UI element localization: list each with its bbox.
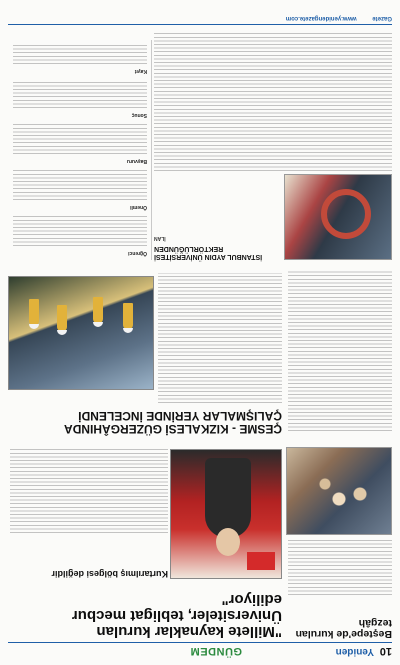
- schedule-row-body: [13, 216, 147, 246]
- main-pull-quote: Kurtarılmış bölgesi değildir: [51, 569, 168, 579]
- left-story-body: [288, 539, 392, 595]
- schedule-row: Öğrenci: [128, 250, 147, 256]
- schedule-row-body: [13, 124, 147, 154]
- page-number: 10: [379, 645, 392, 657]
- schedule-row: Önemli: [130, 204, 147, 210]
- schedule-box: [9, 40, 152, 260]
- notice-body: [154, 31, 392, 171]
- schedule-row-body: [13, 80, 147, 108]
- main-story-photo: [170, 449, 282, 579]
- schedule-row-body: [13, 170, 147, 200]
- schedule-row-body: [13, 44, 147, 64]
- schedule-row: Başvuru: [126, 158, 147, 164]
- footer-left: Gazete: [372, 15, 392, 21]
- page-footer: [8, 15, 392, 25]
- notice-subtitle: İLAN: [154, 235, 166, 241]
- memorial-photo: [284, 174, 392, 260]
- mid-story-photo: [8, 276, 154, 390]
- main-story-body-right: [10, 449, 168, 533]
- left-story-photo: [286, 447, 392, 535]
- mid-story-headline: ÇESME - KIZKALESİ GÜZERGÂHINDA ÇALIŞMALAR YERİNDE İNCELENDİ: [64, 409, 282, 436]
- mid-story-body: [158, 273, 282, 403]
- left-column-body: [288, 271, 392, 431]
- notice-title: İSTANBUL AYDIN ÜNİVERSİTESİ REKTÖRLÜĞÜNDEN: [154, 245, 263, 260]
- footer-right: www.yenidengazete.com: [285, 15, 357, 21]
- section-label: GÜNDEM: [190, 645, 242, 657]
- schedule-row: Kayıt: [134, 68, 147, 74]
- left-story-headline: Beştepe'de kurulan tezgâh: [295, 617, 392, 640]
- schedule-row: Sonuç: [131, 112, 147, 118]
- newspaper-logo: Yeniden: [335, 646, 374, 657]
- masthead: [8, 642, 392, 657]
- main-headline: "Millete kaynaklar kurulan Üniversiteler, tebligat mecbur ediliyor": [71, 591, 282, 640]
